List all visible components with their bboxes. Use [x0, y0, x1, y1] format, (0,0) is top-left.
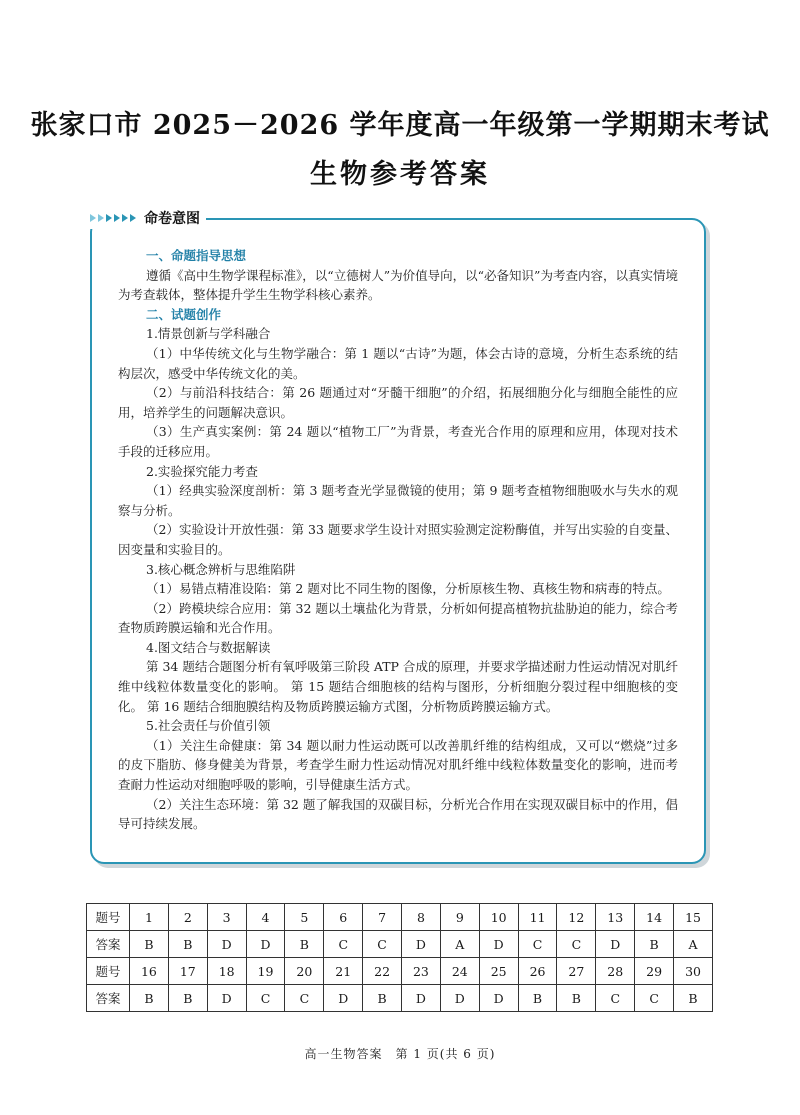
- subsection-heading: 4.图文结合与数据解读: [146, 639, 271, 655]
- answer-cell: C: [363, 931, 402, 958]
- question-number-cell: 23: [402, 958, 441, 985]
- paragraph: （1）中华传统文化与生物学融合：第 1 题以“古诗”为题，体会古诗的意境，分析生态系统的结构层次，感受中华传统文化的美。: [118, 345, 678, 381]
- question-number-cell: 18: [207, 958, 246, 985]
- arrow-icon: [90, 214, 138, 222]
- answer-cell: B: [557, 985, 596, 1012]
- question-number-cell: 5: [285, 904, 324, 931]
- paragraph: （1）易错点精准设陷：第 2 题对比不同生物的图像，分析原核生物、真核生物和病毒的特点。: [146, 581, 670, 597]
- answer-cell: C: [324, 931, 363, 958]
- question-number-cell: 14: [635, 904, 674, 931]
- table-row: [87, 958, 713, 985]
- question-number-cell: 9: [440, 904, 479, 931]
- question-number-cell: 10: [479, 904, 518, 931]
- intent-box-title: 命卷意图: [144, 211, 200, 227]
- answer-cell: D: [479, 931, 518, 958]
- question-number-cell: 12: [557, 904, 596, 931]
- row-label-question: 题号: [87, 904, 130, 931]
- table-row: [87, 904, 713, 931]
- exam-title: 张家口市 2025－2026 学年度高一年级第一学期期末考试: [30, 110, 770, 141]
- subsection-heading: 5.社会责任与价值引领: [146, 718, 271, 734]
- answer-cell: C: [596, 985, 635, 1012]
- row-label-question: 题号: [87, 958, 130, 985]
- answer-cell: C: [285, 985, 324, 1012]
- question-number-cell: 8: [402, 904, 441, 931]
- question-number-cell: 24: [440, 958, 479, 985]
- page-footer: 高一生物答案 第 1 页(共 6 页): [304, 1047, 496, 1061]
- paragraph: （3）生产真实案例：第 24 题以“植物工厂”为背景，考查光合作用的原理和应用，体现对技术手段的迁移应用。: [118, 424, 678, 459]
- question-number-cell: 28: [596, 958, 635, 985]
- answer-cell: D: [402, 931, 441, 958]
- answer-cell: B: [674, 985, 713, 1012]
- answer-cell: D: [207, 931, 246, 958]
- answer-cell: B: [285, 931, 324, 958]
- answer-cell: B: [168, 931, 207, 958]
- paragraph: 第 34 题结合题图分析有氧呼吸第三阶段 ATP 合成的原理，并要求学描述耐力性运动情况对肌纤维中线粒体数量变化的影响。 第 15 题结合细胞核的结构与图形，分析细胞分裂过程中细胞核的变化。 第 16 题结合细胞膜结构及物质跨膜运输方式图，分析物质跨膜运输方式。: [118, 659, 678, 714]
- question-number-cell: 2: [168, 904, 207, 931]
- question-number-cell: 11: [518, 904, 557, 931]
- paragraph: （2）跨模块综合应用：第 32 题以土壤盐化为背景，分析如何提高植物抗盐胁迫的能力，综合考查物质跨膜运输和光合作用。: [118, 600, 678, 636]
- answer-cell: D: [207, 985, 246, 1012]
- paragraph: （2）关注生态环境：第 32 题了解我国的双碳目标，分析光合作用在实现双碳目标中的作用，倡导可持续发展。: [118, 796, 678, 832]
- question-number-cell: 6: [324, 904, 363, 931]
- question-number-cell: 19: [246, 958, 285, 985]
- question-number-cell: 27: [557, 958, 596, 985]
- question-number-cell: 20: [285, 958, 324, 985]
- answer-cell: B: [130, 931, 169, 958]
- answer-table: [86, 903, 713, 1012]
- paragraph: （1）关注生命健康：第 34 题以耐力性运动既可以改善肌纤维的结构组成，又可以“燃烧”过多的皮下脂肪、修身健美为背景，考查学生耐力性运动情况对肌纤维中线粒体数量变化的影响，进而考查耐力性运动对细胞呼吸的影响，引导健康生活方式。: [118, 737, 678, 793]
- answer-cell: B: [518, 985, 557, 1012]
- answer-cell: D: [324, 985, 363, 1012]
- table-row: [87, 985, 713, 1012]
- section-heading: 一、命题指导思想: [146, 248, 247, 263]
- answer-cell: B: [363, 985, 402, 1012]
- intent-content: [118, 246, 678, 834]
- question-number-cell: 25: [479, 958, 518, 985]
- answer-cell: D: [440, 985, 479, 1012]
- question-number-cell: 26: [518, 958, 557, 985]
- answer-cell: D: [402, 985, 441, 1012]
- answer-subtitle: 生物参考答案: [310, 159, 490, 190]
- row-label-answer: 答案: [87, 985, 130, 1012]
- paragraph: （2）与前沿科技结合：第 26 题通过对“牙髓干细胞”的介绍，拓展细胞分化与细胞全能性的应用，培养学生的问题解决意识。: [118, 385, 678, 420]
- subsection-heading: 1.情景创新与学科融合: [146, 326, 271, 342]
- answer-cell: D: [479, 985, 518, 1012]
- answer-cell: B: [635, 931, 674, 958]
- answer-cell: C: [518, 931, 557, 958]
- question-number-cell: 1: [130, 904, 169, 931]
- table-row: [87, 931, 713, 958]
- question-number-cell: 16: [130, 958, 169, 985]
- answer-cell: B: [130, 985, 169, 1012]
- question-number-cell: 30: [674, 958, 713, 985]
- answer-cell: C: [557, 931, 596, 958]
- question-number-cell: 15: [674, 904, 713, 931]
- question-number-cell: 17: [168, 958, 207, 985]
- row-label-answer: 答案: [87, 931, 130, 958]
- question-number-cell: 13: [596, 904, 635, 931]
- paragraph: （2）实验设计开放性强：第 33 题要求学生设计对照实验测定淀粉酶值，并写出实验的自变量、因变量和实验目的。: [118, 522, 678, 557]
- paragraph: 遵循《高中生物学课程标准》，以“立德树人”为价值导向，以“必备知识”为考查内容，以真实情境为考查载体，整体提升学生生物学科核心素养。: [118, 267, 678, 303]
- question-number-cell: 22: [363, 958, 402, 985]
- answer-cell: C: [246, 985, 285, 1012]
- question-number-cell: 29: [635, 958, 674, 985]
- answer-cell: A: [440, 931, 479, 958]
- question-number-cell: 7: [363, 904, 402, 931]
- question-number-cell: 4: [246, 904, 285, 931]
- question-number-cell: 3: [207, 904, 246, 931]
- paragraph: （1）经典实验深度剖析：第 3 题考查光学显微镜的使用；第 9 题考查植物细胞吸水与失水的观察与分析。: [118, 483, 678, 518]
- intent-box-header: [90, 207, 206, 229]
- answer-cell: A: [674, 931, 713, 958]
- subsection-heading: 3.核心概念辨析与思维陷阱: [146, 561, 296, 577]
- question-number-cell: 21: [324, 958, 363, 985]
- subsection-heading: 2.实验探究能力考查: [146, 463, 258, 479]
- answer-cell: D: [596, 931, 635, 958]
- answer-cell: C: [635, 985, 674, 1012]
- answer-cell: D: [246, 931, 285, 958]
- section-heading: 二、试题创作: [146, 306, 222, 322]
- answer-cell: B: [168, 985, 207, 1012]
